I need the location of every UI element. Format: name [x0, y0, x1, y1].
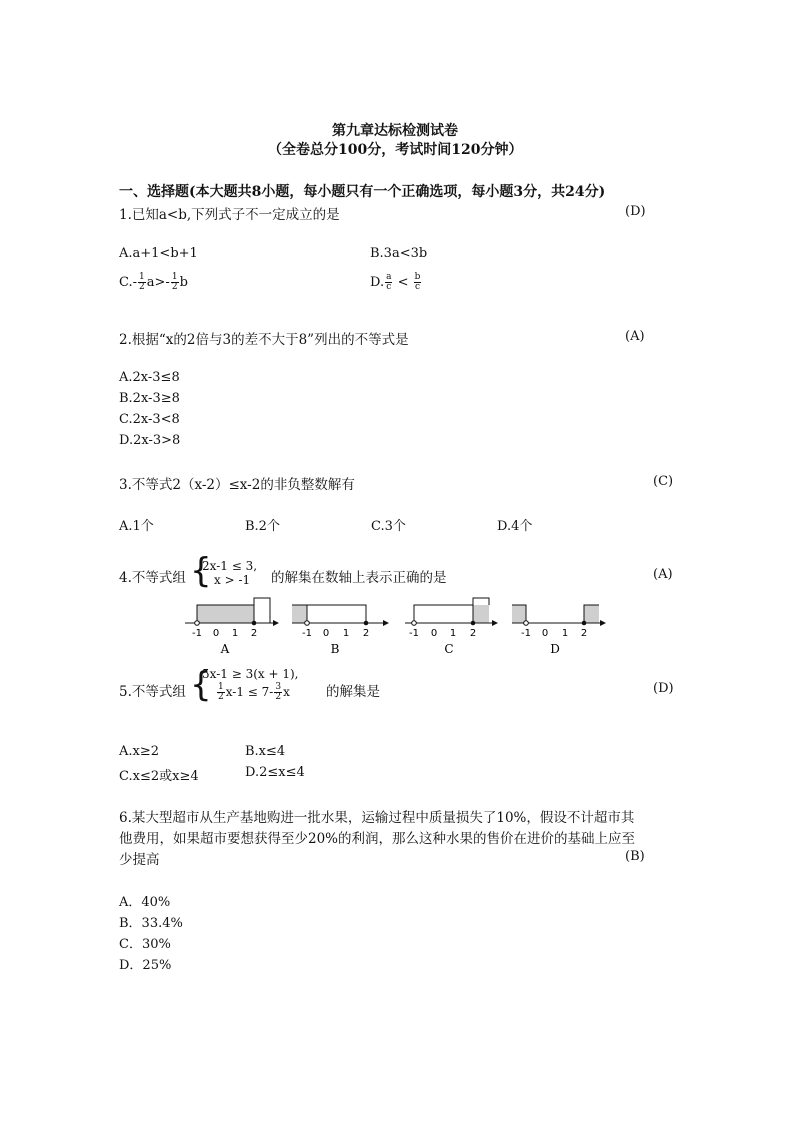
q5-option-c: C.x≤2或x≥4 [119, 769, 199, 784]
q1-d-fraction1 [385, 273, 392, 292]
shade-a [197, 605, 254, 623]
q4-stem-post: 的解集在数轴上表示正确的是 [271, 570, 447, 586]
q5-line2-end: x [283, 685, 290, 699]
q5-frac1 [217, 683, 225, 702]
tick-b-0: -1 [302, 628, 312, 639]
q1-c-fraction1 [138, 273, 146, 292]
bracket-c-left [414, 605, 473, 623]
q1-option-b: B.3a<3b [370, 246, 428, 261]
q1-c-num1: 1 [139, 272, 145, 282]
label-c: C [444, 642, 454, 656]
q4-number-lines [180, 592, 620, 658]
q4-line1: 2x-1 ≤ 3, [202, 559, 258, 573]
arrow-a-icon [273, 620, 279, 626]
shade-b [292, 605, 307, 623]
q2-option-d: D.2x-3>8 [119, 433, 181, 448]
tick-d-2: 1 [561, 628, 569, 639]
q3-option-d: D.4个 [497, 519, 533, 534]
q5-stem-pre: 5.不等式组 [119, 684, 186, 700]
closed-point-b [364, 621, 369, 626]
q5-den1: 2 [218, 692, 224, 702]
q4-line2: x > -1 [214, 573, 251, 587]
tick-b-3: 2 [362, 628, 370, 639]
arrow-b-icon [383, 620, 389, 626]
arrow-c-icon [492, 620, 498, 626]
q1-d-num2: b [414, 272, 421, 282]
q1-c-num2: 1 [171, 272, 178, 282]
q1-c-fraction2 [171, 273, 179, 292]
q1-option-a: A.a+1<b+1 [119, 246, 198, 261]
q5-stem-post: 的解集是 [326, 684, 380, 700]
tick-a-0: -1 [192, 628, 202, 639]
closed-point-d [582, 621, 587, 626]
page-title: 第九章达标检测试卷 [332, 123, 458, 139]
tick-a-2: 1 [231, 628, 239, 639]
q1-c-prefix: C. [119, 275, 133, 290]
bracket-a-outer [254, 598, 270, 623]
closed-point-a [252, 621, 257, 626]
tick-d-1: 0 [541, 628, 549, 639]
q4-system [202, 559, 257, 587]
q1-d-prefix: D. [370, 275, 385, 290]
number-line-a [185, 598, 279, 656]
q1-c-den2: 2 [171, 282, 178, 292]
tick-a-3: 2 [250, 628, 258, 639]
q6-option-d: D．25% [119, 958, 172, 973]
q1-d-num1: a [386, 272, 392, 282]
q2-stem: 2.根据“x的2倍与3的差不大于8”列出的不等式是 [119, 332, 409, 348]
q5-den2: 2 [275, 692, 282, 702]
q1-option-d [370, 273, 422, 292]
q6-option-a: A．40% [119, 895, 171, 910]
shade-d-left [512, 605, 526, 623]
q1-stem: 1.已知a<b,下列式子不一定成立的是 [119, 207, 340, 223]
q4-brace-icon: { [190, 551, 212, 591]
q5-option-d: D.2≤x≤4 [245, 765, 305, 780]
q3-option-a: A.1个 [119, 519, 154, 534]
section-heading: 一、选择题(本大题共8小题，每小题只有一个正确选项，每小题3分，共24分) [119, 184, 606, 200]
q5-brace-icon: { [190, 665, 212, 705]
q1-c-mid: a> [146, 275, 166, 290]
open-point-c [412, 621, 417, 626]
tick-a-1: 0 [212, 628, 220, 639]
q5-num2: 3 [275, 682, 282, 692]
q5-line2 [202, 683, 298, 702]
q4-stem-pre: 4.不等式组 [119, 570, 186, 586]
q1-d-fraction2 [414, 273, 422, 292]
q1-d-den2: c [415, 282, 421, 292]
q5-option-b: B.x≤4 [245, 744, 286, 759]
tick-c-3: 2 [469, 628, 477, 639]
arrow-d-icon [600, 620, 606, 626]
tick-b-1: 0 [322, 628, 330, 639]
tick-d-0: -1 [521, 628, 531, 639]
closed-point-c [471, 621, 476, 626]
q6-line2: 他费用，如果超市要想获得至少20%的利润，那么这种水果的售价在进价的基础上应至 [119, 831, 636, 847]
open-point-a [195, 621, 200, 626]
q1-option-c [119, 273, 188, 292]
label-b: B [330, 642, 340, 656]
tick-c-2: 1 [449, 628, 457, 639]
q2-option-c: C.2x-3<8 [119, 412, 180, 427]
q3-option-c: C.3个 [371, 519, 406, 534]
q1-c-minus2: - [165, 275, 170, 290]
shade-d-right [584, 605, 599, 623]
tick-b-2: 1 [342, 628, 350, 639]
shade-c [473, 605, 489, 623]
q2-option-b: B.2x-3≥8 [119, 391, 180, 406]
q3-option-b: B.2个 [245, 519, 280, 534]
q3-stem: 3.不等式2（x-2）≤x-2的非负整数解有 [119, 477, 355, 493]
q2-option-a: A.2x-3≤8 [119, 370, 180, 385]
open-point-d [524, 621, 529, 626]
number-line-b [292, 605, 389, 656]
q5-line2-mid: x-1 ≤ 7- [225, 685, 274, 699]
q1-d-den1: c [386, 282, 392, 292]
q1-d-lt: < [397, 275, 409, 290]
tick-c-0: -1 [409, 628, 419, 639]
open-point-b [305, 621, 310, 626]
q1-c-suffix: b [179, 275, 188, 290]
q6-answer: (B) [625, 849, 645, 864]
q5-system [202, 666, 298, 702]
tick-c-1: 0 [430, 628, 438, 639]
q6-line1: 6.某大型超市从生产基地购进一批水果，运输过程中质量损失了10%，假设不计超市其 [119, 810, 635, 826]
q3-answer: (C) [653, 474, 674, 489]
label-a: A [220, 642, 230, 656]
q5-option-a: A.x≥2 [119, 744, 160, 759]
q4-answer: (A) [653, 567, 673, 582]
number-line-c [405, 598, 498, 656]
q1-c-den1: 2 [139, 282, 145, 292]
q6-option-c: C．30% [119, 937, 171, 952]
q2-answer: (A) [625, 329, 645, 344]
q5-frac2 [274, 683, 282, 702]
q5-num1: 1 [218, 682, 224, 692]
q5-answer: (D) [653, 681, 674, 696]
q6-line3: 少提高 [119, 852, 160, 868]
q5-line1: 5x-1 ≥ 3(x + 1), [202, 667, 299, 681]
tick-d-3: 2 [580, 628, 588, 639]
page-subtitle: （全卷总分100分，考试时间120分钟） [268, 142, 523, 158]
number-line-d [512, 605, 606, 656]
label-d: D [550, 642, 560, 656]
q1-answer: (D) [625, 204, 646, 219]
q6-option-b: B．33.4% [119, 916, 183, 931]
q1-c-minus1: - [132, 275, 138, 290]
bracket-b-right [307, 605, 366, 623]
